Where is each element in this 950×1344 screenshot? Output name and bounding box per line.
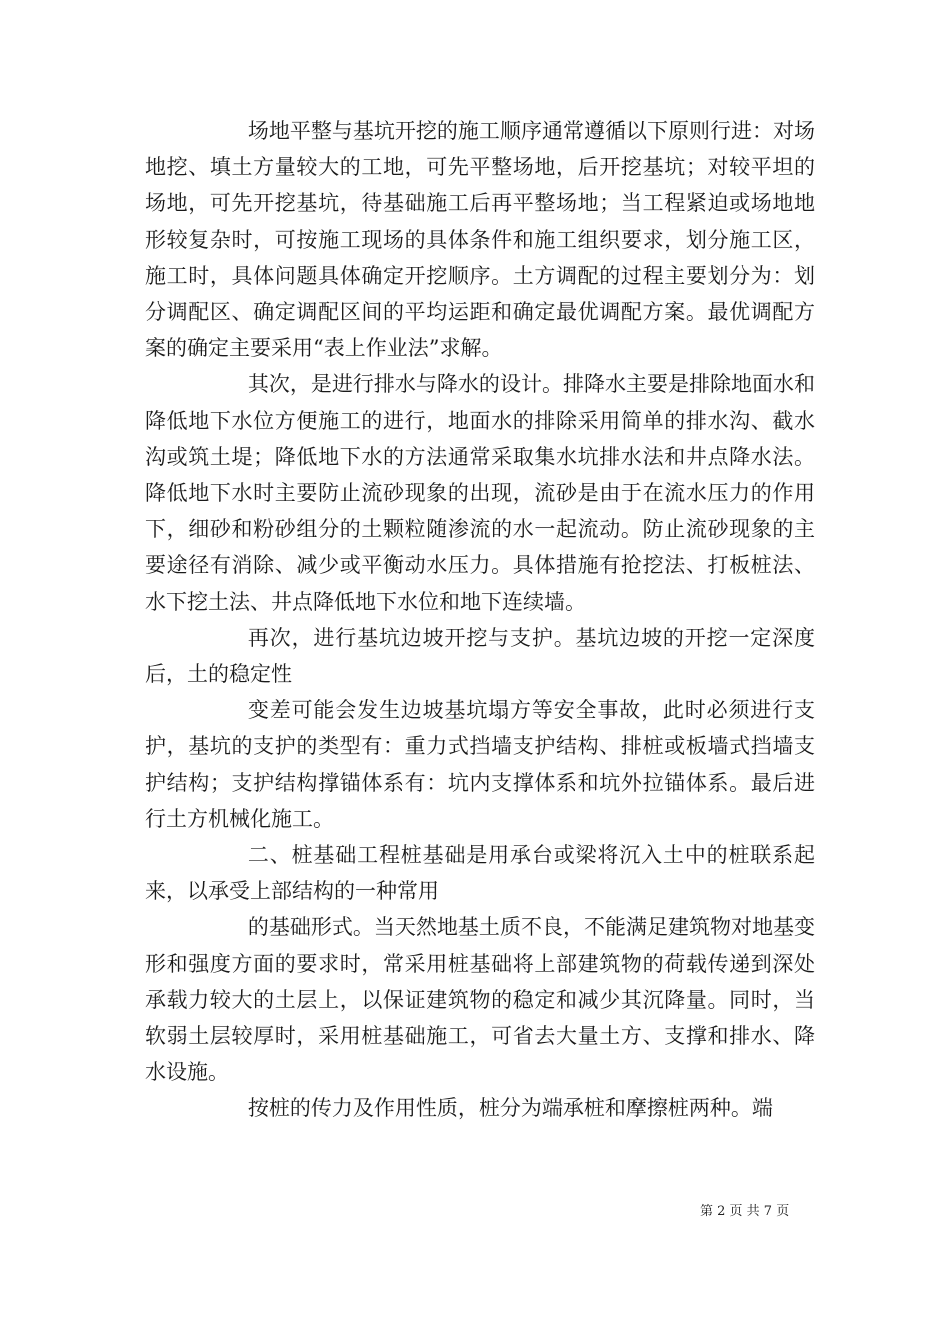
paragraph-3: 再次，进行基坑边坡开挖与支护。基坑边坡的开挖一定深度后，土的稳定性 xyxy=(145,625,815,687)
page-number-footer: 第 2 页 共 7 页 xyxy=(700,1204,790,1219)
paragraph-2: 其次，是进行排水与降水的设计。排降水主要是排除地面水和降低地下水位方便施工的进行，地面水的排除采用简单的排水沟、截水沟或筑土堤；降低地下水的方法通常采取集水坑排水法和井点降水法。降低地下水时主要防止流砂现象的出现，流砂是由于在流水压力的作用下，细砂和粉砂组分的土颗粒随渗流的水一起流动。防止流砂现象的主要途径有消除、减少或平衡动水压力。具体措施有抢挖法、打板桩法、水下挖土法、井点降低地下水位和地下连续墙。 xyxy=(145,372,815,614)
paragraph-7: 按桩的传力及作用性质，桩分为端承桩和摩擦桩两种。端 xyxy=(247,1096,773,1121)
paragraph-4: 变差可能会发生边坡基坑塌方等安全事故，此时必须进行支护，基坑的支护的类型有：重力式挡墙支护结构、排桩或板墙式挡墙支护结构；支护结构撑锚体系有：坑内支撑体系和坑外拉锚体系。最后进行土方机械化施工。 xyxy=(145,698,815,831)
paragraph-5: 二、桩基础工程桩基础是用承台或梁将沉入土中的桩联系起来，以承受上部结构的一种常用 xyxy=(145,843,815,904)
document-body xyxy=(145,113,815,1127)
paragraph-6: 的基础形式。当天然地基土质不良，不能满足建筑物对地基变形和强度方面的要求时，常采用桩基础将上部建筑物的荷载传递到深处承载力较大的土层上，以保证建筑物的稳定和减少其沉降量。同时，当软弱土层较厚时，采用桩基础施工，可省去大量土方、支撑和排水、降水设施。 xyxy=(145,915,815,1085)
paragraph-1: 场地平整与基坑开挖的施工顺序通常遵循以下原则行进：对场地挖、填土方量较大的工地，可先平整场地，后开挖基坑；对较平坦的场地，可先开挖基坑，待基础施工后再平整场地；当工程紧迫或场地地形较复杂时，可按施工现场的具体条件和施工组织要求，划分施工区，施工时，具体问题具体确定开挖顺序。土方调配的过程主要划分为：划分调配区、确定调配区间的平均运距和确定最优调配方案。最优调配方案的确定主要采用“表上作业法”求解。 xyxy=(145,119,815,361)
